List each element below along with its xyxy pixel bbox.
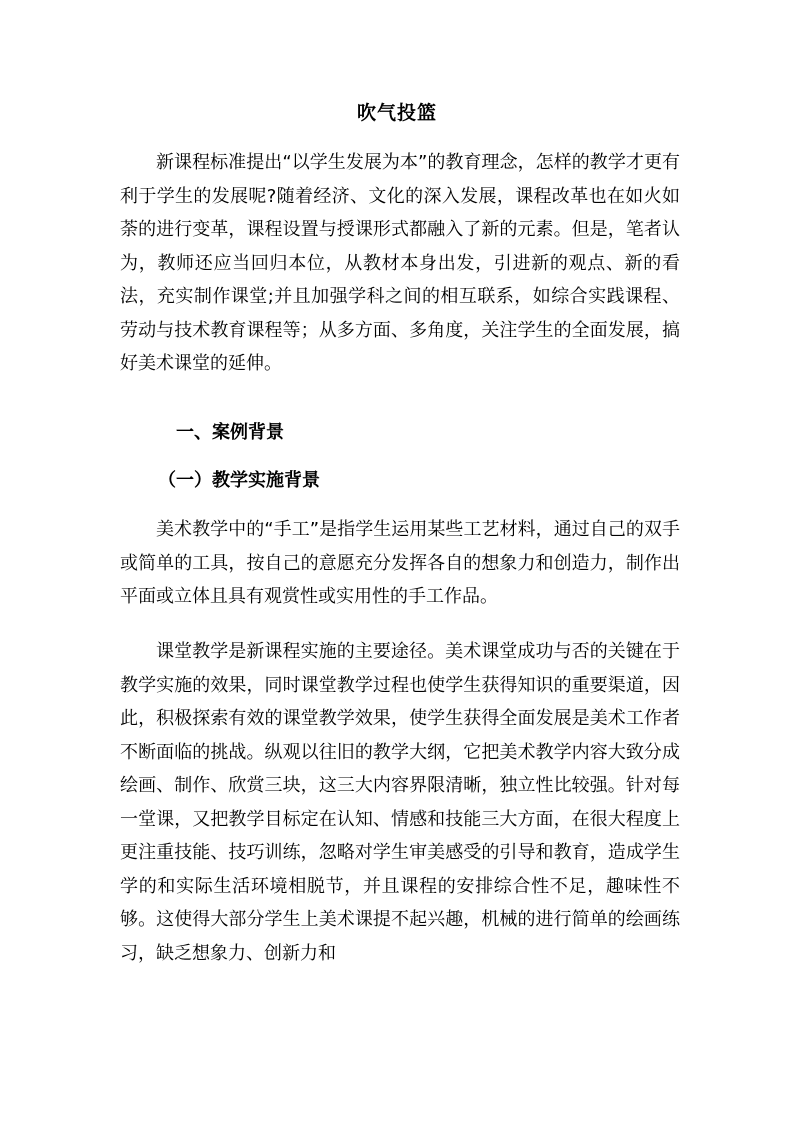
section-heading-case-background: 一、案例背景 <box>176 422 284 443</box>
classroom-teaching-paragraph: 课堂教学是新课程实施的主要途径。美术课堂成功与否的关键在于教学实施的效果，同时课堂教学过程也使学生获得知识的重要渠道，因此，积极探索有效的课堂教学效果，使学生获得全面发展是美术工作者不断面临的挑战。纵观以往旧的教学大纲，它把美术教学内容大致分成绘画、制作、欣赏三块，这三大内容界限清晰，独立性比较强。针对每一堂课，又把教学目标定在认知、情感和技能三大方面，在很大程度上更注重技能、技巧训练，忽略对学生审美感受的引导和教育，造成学生学的和实际生活环境相脱节，并且课程的安排综合性不足，趣味性不够。这使得大部分学生上美术课提不起兴趣，机械的进行简单的绘画练习，缺乏想象力、创新力和 <box>120 641 680 964</box>
document-title: 吹气投篮 <box>356 102 437 124</box>
subsection-heading-teaching-background: （一）教学实施背景 <box>158 470 320 491</box>
intro-paragraph: 新课程标准提出“以学生发展为本”的教育理念，怎样的教学才更有利于学生的发展呢?随着经济、文化的深入发展，课程改革也在如火如荼的进行变革，课程设置与授课形式都融入了新的元素。但是，笔者认为，教师还应当回归本位，从教材本身出发，引进新的观点、新的看法，充实制作课堂;并且加强学科之间的相互联系，如综合实践课程、劳动与技术教育课程等；从多方面、多角度，关注学生的全面发展，搞好美术课堂的延伸。 <box>120 152 680 374</box>
handcraft-paragraph: 美术教学中的“手工”是指学生运用某些工艺材料，通过自己的双手或简单的工具，按自己的意愿充分发挥各自的想象力和创造力，制作出平面或立体且具有观赏性或实用性的手工作品。 <box>120 519 680 607</box>
